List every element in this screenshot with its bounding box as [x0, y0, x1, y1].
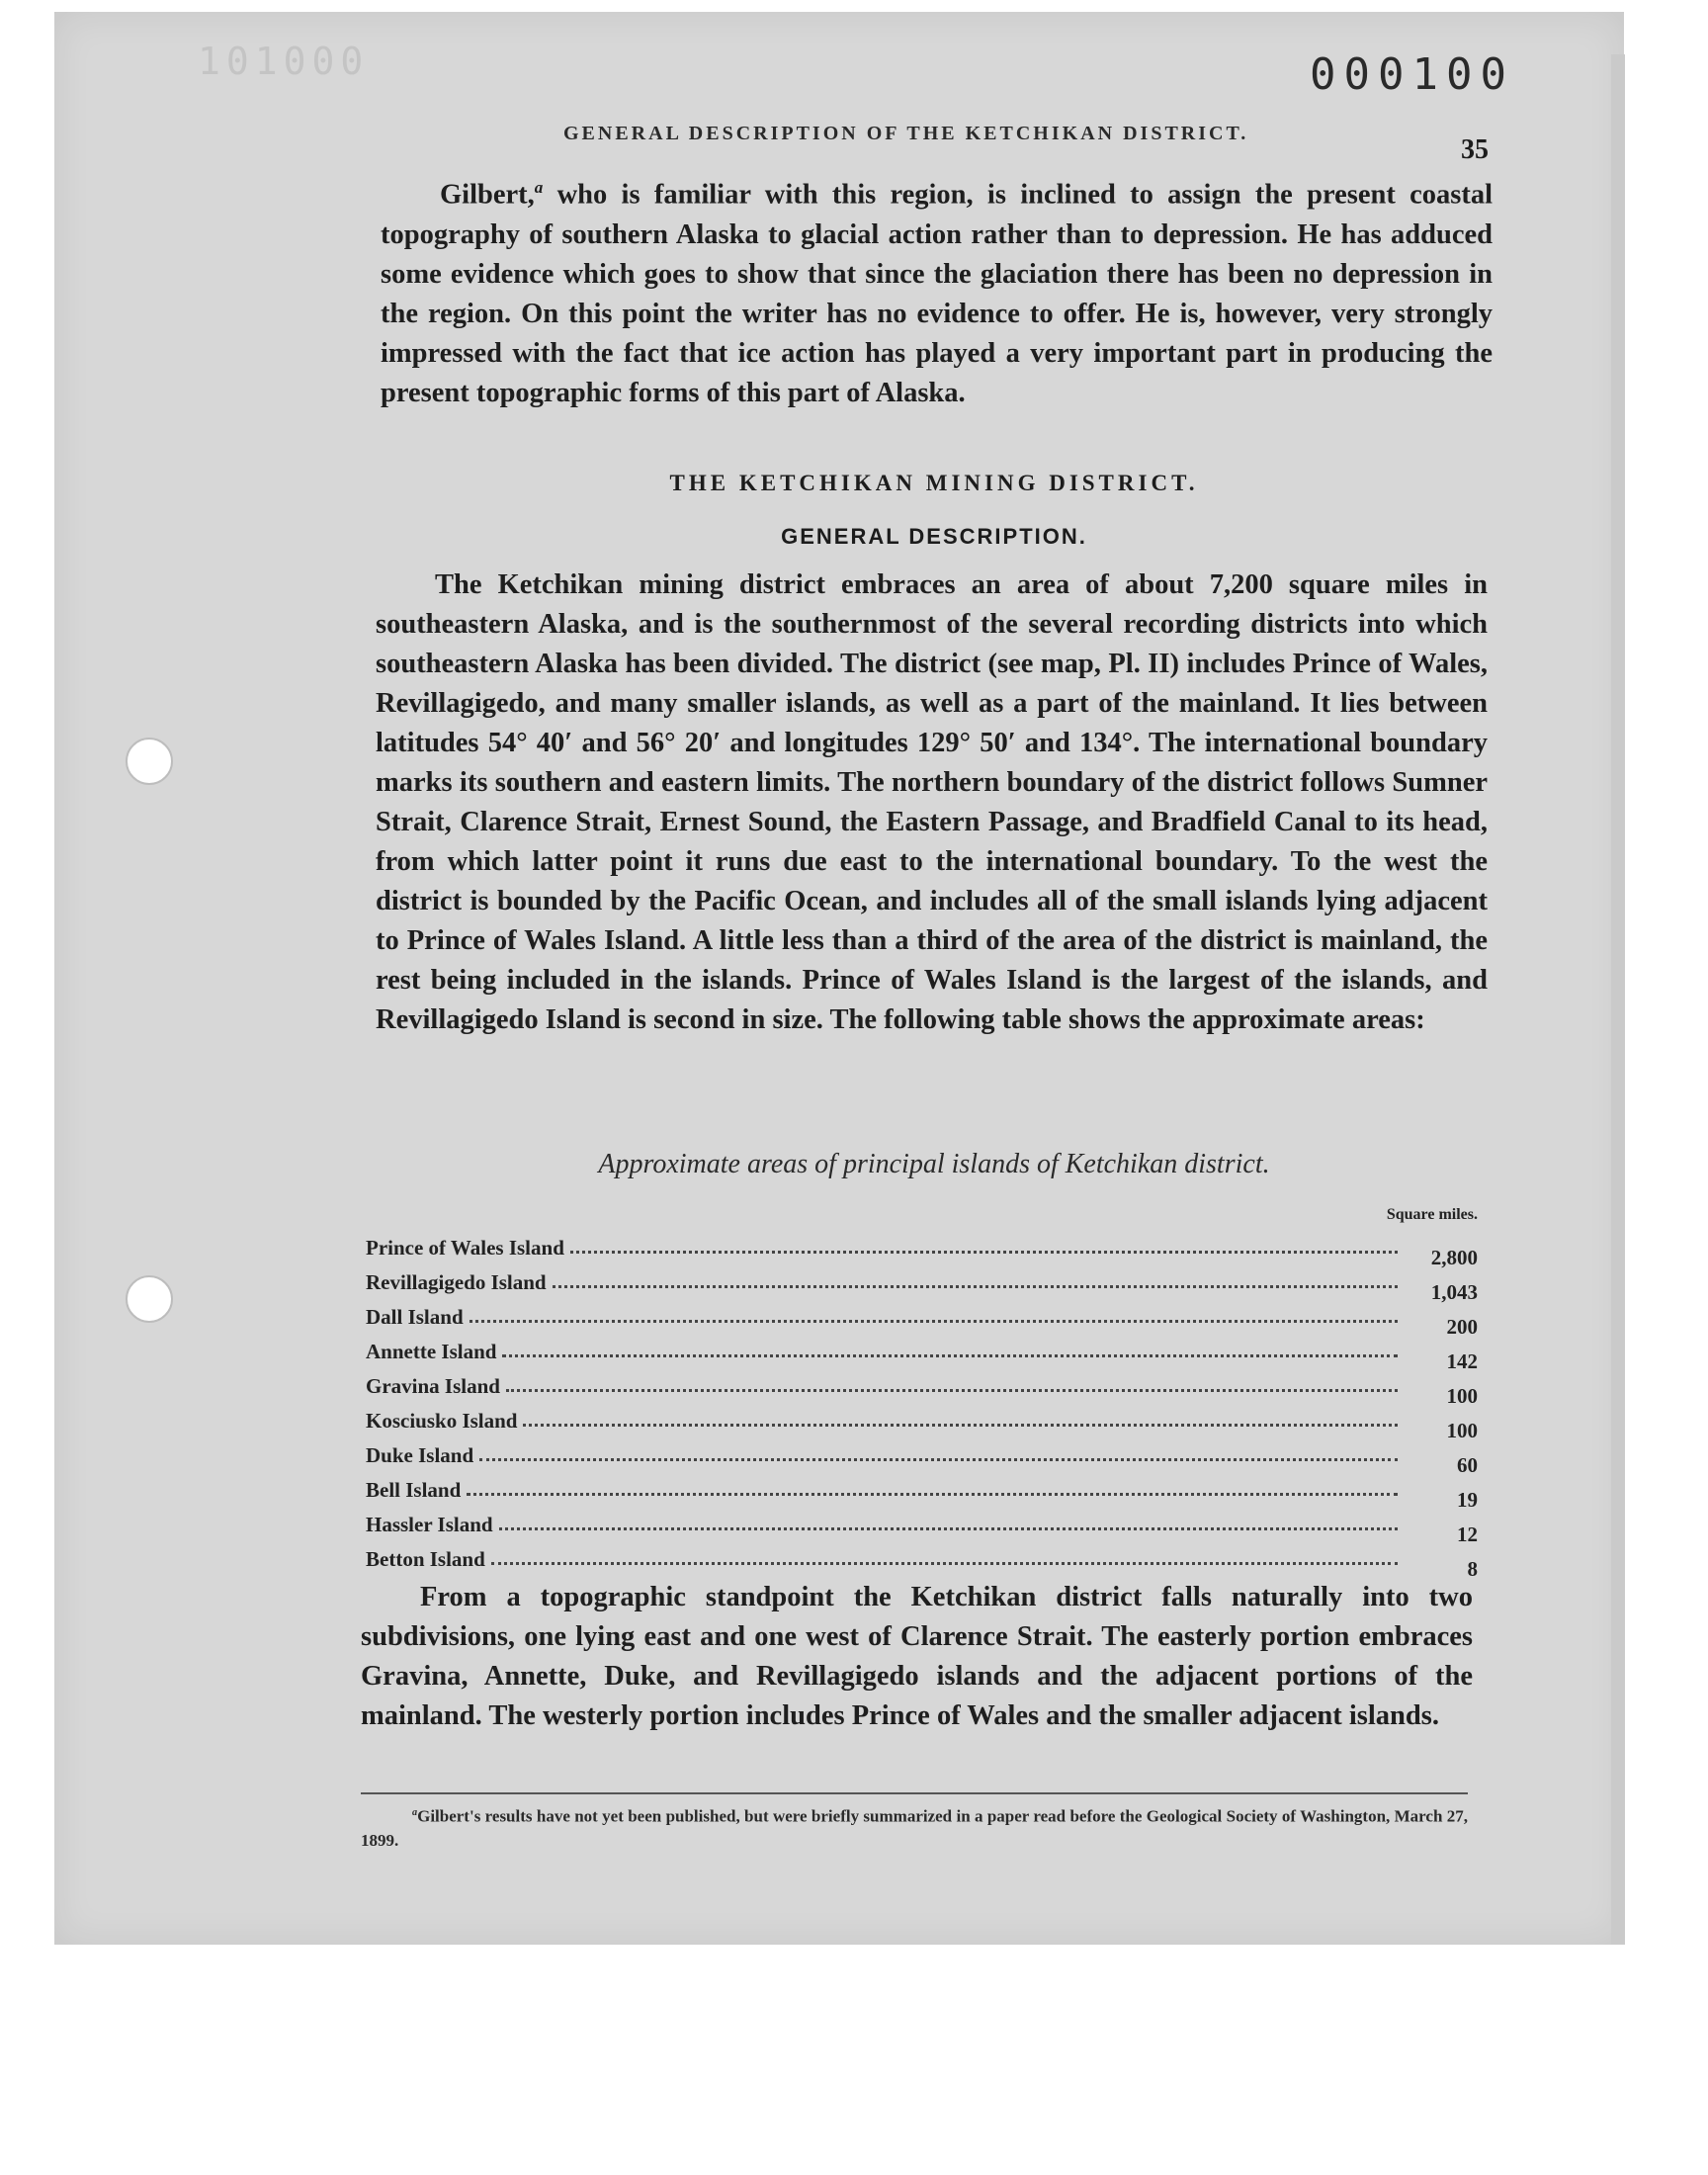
page-number: 35 — [1461, 134, 1489, 165]
running-head: GENERAL DESCRIPTION OF THE KETCHIKAN DISTRICT. — [563, 123, 1249, 144]
paragraph-topography: From a topographic standpoint the Ketchikan district falls naturally into two subdivisions, one lying east and one west of Clarence Strait. The easterly portion embraces Gravina, Annette, Duke, and Revillagigedo islands and the adjacent portions of the mainland. The westerly portion includes Prince of Wales and the smaller adjacent islands. — [361, 1582, 1473, 1731]
table-row: Bell Island 19 — [366, 1478, 1478, 1512]
page-stamp: 000100 — [1310, 49, 1514, 100]
table-row: Betton Island 8 — [366, 1547, 1478, 1581]
footnote — [361, 1801, 1468, 1853]
footnote-divider — [361, 1792, 1468, 1794]
footnote-mark: a — [412, 1807, 418, 1818]
table-row: Duke Island 60 — [366, 1443, 1478, 1477]
paragraph-district-description: The Ketchikan mining district embraces an area of about 7,200 square miles in southeastern Alaska, and is the southernmost of the several recording districts into which southeastern Alaska has been divided. The district (see map, Pl. II) includes Prince of Wales, Revillagigedo, and many smaller islands, as well as a part of the mainland. It lies between latitudes 54° 40′ and 56° 20′ and longitudes 129° 50′ and 134°. The international boundary marks its southern and eastern limits. The northern boundary of the district follows Sumner Strait, Clarence Strait, Ernest Sound, the Eastern Passage, and Bradfield Canal to its head, from which latter point it runs due east to the international boundary. To the west the district is bounded by the Pacific Ocean, and includes all of the small islands lying adjacent to Prince of Wales Island. A little less than a third of the area of the district is mainland, the rest being included in the islands. Prince of Wales Island is the largest of the islands, and Revillagigedo Island is second in size. The following table shows the approximate areas: — [376, 569, 1488, 1035]
section-heading: THE KETCHIKAN MINING DISTRICT. — [669, 471, 1199, 495]
table-caption: Approximate areas of principal islands of Ketchikan district. — [598, 1149, 1270, 1179]
table-row: Annette Island 142 — [366, 1340, 1478, 1373]
ghost-page-stamp: 101000 — [198, 40, 370, 83]
table-row: Revillagigedo Island 1,043 — [366, 1270, 1478, 1304]
punch-hole — [126, 738, 173, 785]
table-row: Hassler Island 12 — [366, 1513, 1478, 1546]
table-row: Gravina Island 100 — [366, 1374, 1478, 1408]
footnote-text: Gilbert's results have not yet been published, but were briefly summarized in a paper read before the Geological Society of Washington, March 27, 1899. — [361, 1806, 1468, 1850]
footnote-reference: a — [534, 178, 544, 197]
subsection-heading: GENERAL DESCRIPTION. — [781, 524, 1087, 549]
table-row: Dall Island 200 — [366, 1305, 1478, 1339]
island-area-table — [366, 1206, 1478, 1581]
page-edge-shadow — [1611, 54, 1625, 1945]
punch-hole — [126, 1275, 173, 1323]
paragraph-gilbert: Gilbert,$^a$ who is familiar with this region, is inclined to assign the present coastal topography of southern Alaska to glacial action rather than to depression. He has adduced some evidence which goes to show that since the glaciation there has been no depression in the region. On this point the writer has no evidence to offer. He is, however, very strongly impressed with the fact that ice action has played a very important part in producing the present topographic forms of this part of Alaska. — [381, 178, 1493, 408]
table-row: Prince of Wales Island 2,800 — [366, 1236, 1478, 1269]
table-row: Kosciusko Island 100 — [366, 1409, 1478, 1442]
table-unit-header: Square miles. — [1386, 1206, 1478, 1223]
